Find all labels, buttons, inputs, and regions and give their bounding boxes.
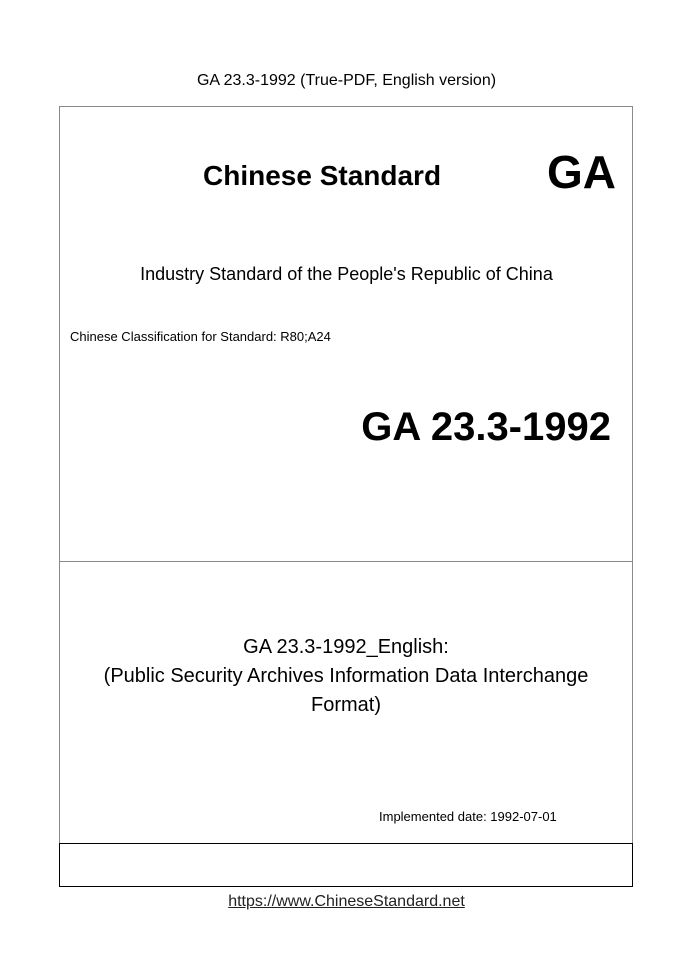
document-title-line-3: Format) [311, 694, 381, 716]
document-title-line-1: GA 23.3-1992_English: [243, 636, 449, 658]
industry-subtitle: Industry Standard of the People's Republic of China [140, 264, 553, 284]
standard-code-badge: GA [547, 146, 616, 198]
website-link[interactable]: https://www.ChineseStandard.net [228, 893, 465, 910]
document-title [90, 633, 602, 720]
cover-title: Chinese Standard [203, 160, 442, 191]
standard-number: GA 23.3-1992 [361, 405, 611, 449]
footer [0, 893, 693, 911]
cover-bottom-panel [59, 843, 633, 887]
document-title-line-2: (Public Security Archives Information Data Interchange [103, 665, 589, 687]
page-header: GA 23.3-1992 (True-PDF, English version) [196, 72, 497, 89]
implemented-date: Implemented date: 1992-07-01 [379, 809, 557, 824]
classification-text: Chinese Classification for Standard: R80;A24 [70, 329, 331, 344]
